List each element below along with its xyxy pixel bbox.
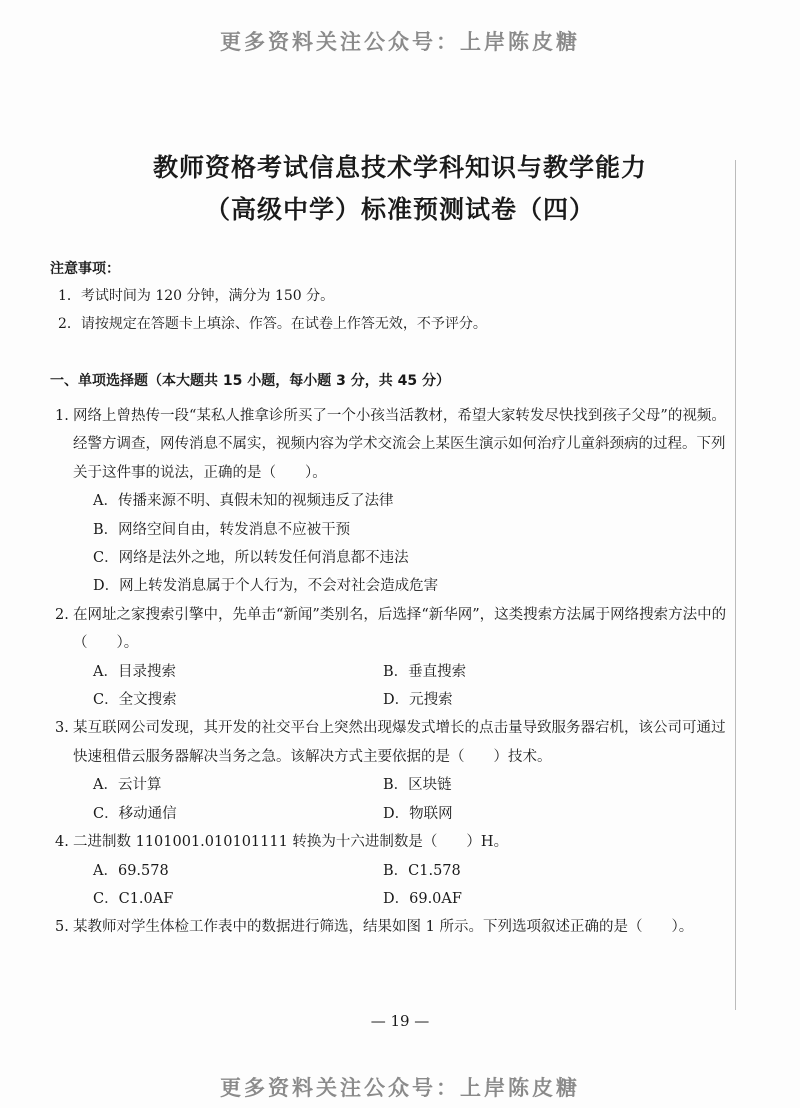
option: D．网上转发消息属于个人行为，不会对社会造成危害 — [93, 578, 439, 595]
question-number: 4. — [55, 834, 69, 851]
question-number: 2. — [55, 606, 69, 623]
margin-line — [735, 160, 736, 1010]
title-line-1: 教师资格考试信息技术学科知识与教学能力 — [152, 153, 647, 182]
question — [55, 714, 735, 828]
option: C．网络是法外之地，所以转发任何消息都不违法 — [93, 550, 409, 567]
option: A．传播来源不明、真假未知的视频违反了法律 — [93, 493, 394, 510]
question-text: 某互联网公司发现，其开发的社交平台上突然出现爆发式增长的点击量导致服务器宕机，该公司可通过快速租借云服务器解决当务之急。该解决方式主要依据的是（ ）技术。 — [73, 720, 726, 765]
watermark-bottom: 更多资料关注公众号：上岸陈皮糖 — [220, 1076, 580, 1100]
option: A．云计算 — [93, 777, 162, 794]
question-text: 网络上曾热传一段“某私人推拿诊所买了一个小孩当活教材，希望大家转发尽快找到孩子父母”的视频。经警方调查，网传消息不属实，视频内容为学术交流会上某医生演示如何治疗儿童斜颈病的过程。下列关于这件事的说法，正确的是（ ）。 — [73, 408, 726, 481]
question — [55, 828, 735, 913]
option: B．垂直搜索 — [383, 663, 467, 680]
question — [55, 913, 735, 941]
page-number: — 19 — — [370, 1012, 430, 1030]
option: B．网络空间自由，转发消息不应被干预 — [93, 521, 351, 538]
watermark-top: 更多资料关注公众号：上岸陈皮糖 — [220, 30, 580, 54]
option: D．物联网 — [383, 805, 453, 822]
option: A．69.578 — [93, 862, 169, 879]
option: C．移动通信 — [93, 805, 177, 822]
question-number: 1. — [55, 408, 69, 424]
question-text: 某教师对学生体检工作表中的数据进行筛选，结果如图 1 所示。下列选项叙述正确的是（ ）。 — [73, 919, 694, 936]
question-number: 3. — [55, 720, 69, 737]
question-number: 5. — [55, 919, 69, 936]
option: D．69.0AF — [383, 890, 462, 907]
question-text: 在网址之家搜索引擎中，先单击“新闻”类别名，后选择“新华网”，这类搜索方法属于网络搜索方法中的（ ）。 — [73, 606, 727, 652]
option: C．全文搜索 — [93, 692, 177, 709]
option: C．C1.0AF — [93, 890, 174, 907]
question-text: 二进制数 1101001.010101111 转换为十六进制数是（ ）H。 — [73, 834, 509, 851]
note-item: 1．考试时间为 120 分钟，满分为 150 分。 — [58, 288, 335, 304]
option: D．元搜索 — [383, 692, 453, 709]
question — [55, 601, 735, 715]
notes-heading: 注意事项： — [50, 261, 120, 277]
option: B．C1.578 — [383, 862, 461, 879]
question-list — [55, 402, 735, 942]
question — [55, 402, 735, 601]
title-line-2: （高级中学）标准预测试卷（四） — [204, 195, 595, 224]
option: A．目录搜索 — [93, 663, 176, 680]
note-item: 2．请按规定在答题卡上填涂、作答。在试卷上作答无效，不予评分。 — [58, 316, 487, 332]
option: B．区块链 — [383, 777, 452, 794]
section-heading: 一、单项选择题（本大题共 15 小题，每小题 3 分，共 45 分） — [50, 373, 450, 389]
